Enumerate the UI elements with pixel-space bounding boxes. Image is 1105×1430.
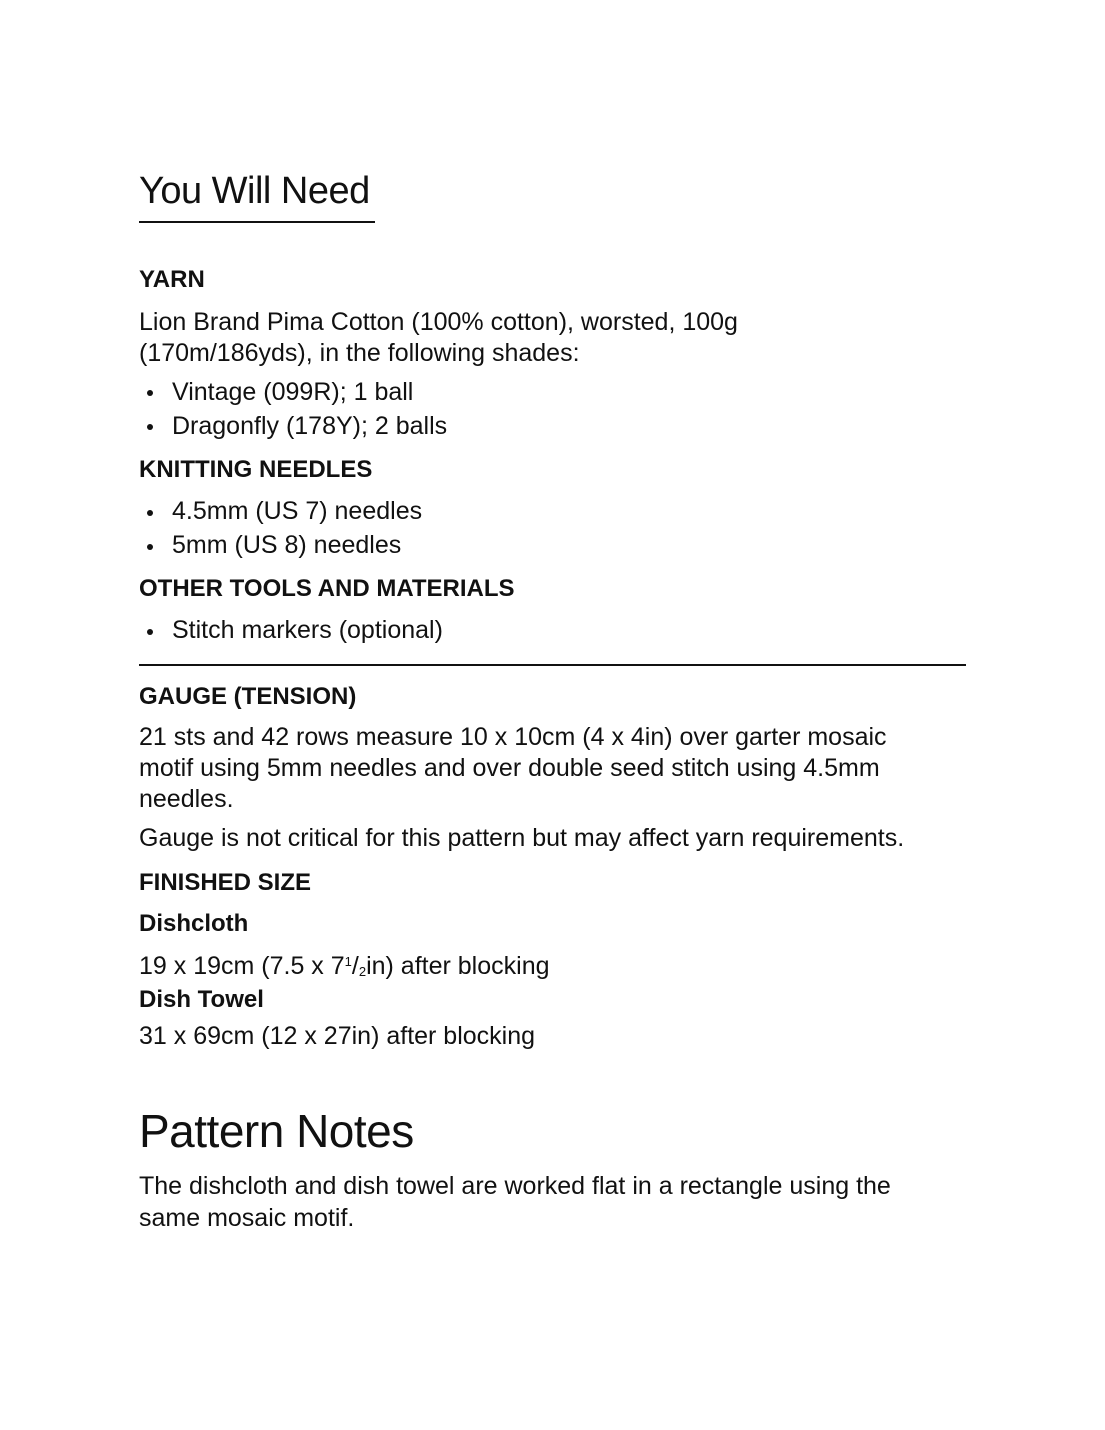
section-divider: [139, 664, 966, 666]
bullet-icon: [147, 629, 153, 635]
bullet-icon: [147, 390, 153, 396]
yarn-description-line-1: Lion Brand Pima Cotton (100% cotton), worsted, 100g: [139, 308, 738, 336]
needle-item: 4.5mm (US 7) needles: [172, 497, 423, 525]
fraction-denominator: 2: [358, 964, 367, 979]
needles-heading: KNITTING NEEDLES: [139, 456, 373, 483]
dishcloth-size-suffix: in) after blocking: [366, 952, 550, 980]
dish-towel-size: 31 x 69cm (12 x 27in) after blocking: [139, 1022, 536, 1050]
pattern-notes-line-2: same mosaic motif.: [139, 1204, 355, 1232]
gauge-text-line-3: needles.: [139, 785, 234, 813]
needle-item: 5mm (US 8) needles: [172, 531, 402, 559]
pattern-notes-line-1: The dishcloth and dish towel are worked flat in a rectangle using the: [139, 1172, 891, 1200]
bullet-icon: [147, 544, 153, 550]
gauge-note: Gauge is not critical for this pattern but may affect yarn requirements.: [139, 824, 905, 852]
other-tools-heading: OTHER TOOLS AND MATERIALS: [139, 575, 515, 602]
dishcloth-size: [139, 946, 550, 987]
bullet-icon: [147, 510, 153, 516]
yarn-item: Dragonfly (178Y); 2 balls: [172, 412, 448, 440]
gauge-text-line-1: 21 sts and 42 rows measure 10 x 10cm (4 x 4in) over garter mosaic: [139, 723, 887, 751]
gauge-heading: GAUGE (TENSION): [139, 683, 357, 710]
dish-towel-label: Dish Towel: [139, 986, 264, 1013]
yarn-description-line-2: (170m/186yds), in the following shades:: [139, 339, 580, 367]
section-title-pattern-notes: Pattern Notes: [139, 1105, 414, 1157]
title-underline: [139, 221, 375, 223]
gauge-text-line-2: motif using 5mm needles and over double seed stitch using 4.5mm: [139, 754, 880, 782]
dishcloth-label: Dishcloth: [139, 910, 249, 937]
finished-size-heading: FINISHED SIZE: [139, 869, 312, 896]
fraction-slash: /: [351, 952, 359, 980]
section-title-you-will-need: You Will Need: [139, 170, 370, 212]
yarn-item: Vintage (099R); 1 ball: [172, 378, 414, 406]
fraction-numerator: 1: [344, 954, 352, 969]
yarn-heading: YARN: [139, 266, 205, 293]
dishcloth-size-prefix: 19 x 19cm (7.5 x 7: [139, 952, 345, 980]
other-tools-item: Stitch markers (optional): [172, 616, 443, 644]
bullet-icon: [147, 424, 153, 430]
